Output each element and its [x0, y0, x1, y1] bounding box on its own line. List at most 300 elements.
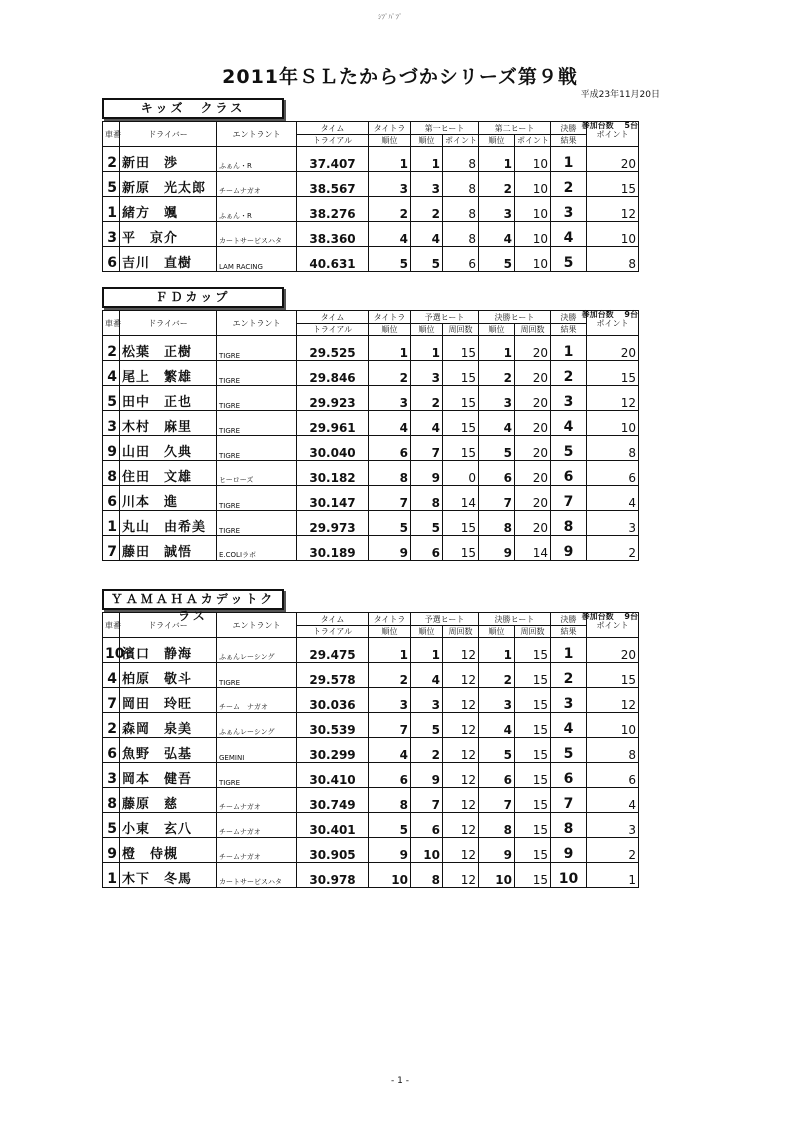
heat1-value: 15	[443, 361, 479, 386]
points: 2	[587, 536, 639, 561]
driver-name: 緒方 颯	[120, 197, 217, 222]
heat1-value: 6	[443, 247, 479, 272]
driver-name: 木村 麻里	[120, 411, 217, 436]
heat2-rank: 1	[479, 336, 515, 361]
tt-rank: 4	[369, 411, 411, 436]
col-result-top: 決勝	[551, 311, 587, 324]
driver-name: 小東 玄八	[120, 813, 217, 838]
heat2-value: 15	[515, 813, 551, 838]
heat1-value: 8	[443, 172, 479, 197]
entrant-name: TIGRE	[217, 763, 297, 788]
table-row	[103, 813, 639, 838]
car-number: 2	[103, 713, 120, 738]
points: 12	[587, 386, 639, 411]
final-result: 5	[551, 247, 587, 272]
time-trial: 29.973	[297, 511, 369, 536]
table-row	[103, 411, 639, 436]
class-section	[102, 98, 638, 272]
col-points: ポイント	[587, 122, 639, 147]
heat2-rank: 3	[479, 197, 515, 222]
col-h1b: ポイント	[443, 135, 479, 147]
heat2-rank: 8	[479, 813, 515, 838]
heat2-value: 15	[515, 863, 551, 888]
col-tt-bottom: 順位	[369, 626, 411, 638]
col-h1b: 周回数	[443, 626, 479, 638]
car-number: 3	[103, 222, 120, 247]
table-row	[103, 536, 639, 561]
heat1-rank: 9	[411, 461, 443, 486]
entrant-name: チームナガオ	[217, 172, 297, 197]
tt-rank: 3	[369, 386, 411, 411]
heat2-rank: 7	[479, 486, 515, 511]
tt-rank: 7	[369, 486, 411, 511]
heat2-value: 15	[515, 663, 551, 688]
points: 4	[587, 486, 639, 511]
class-section	[102, 287, 638, 561]
final-result: 2	[551, 663, 587, 688]
entrant-name: チームナガオ	[217, 813, 297, 838]
heat1-value: 12	[443, 838, 479, 863]
heat1-value: 12	[443, 663, 479, 688]
points: 15	[587, 172, 639, 197]
col-time-top: タイム	[297, 311, 369, 324]
col-time-top: タイム	[297, 613, 369, 626]
car-number: 10	[103, 638, 120, 663]
col-time-bottom: トライアル	[297, 135, 369, 147]
tt-rank: 1	[369, 638, 411, 663]
driver-name: 藤原 慈	[120, 788, 217, 813]
car-number: 5	[103, 813, 120, 838]
col-points: ポイント	[587, 311, 639, 336]
heat2-rank: 2	[479, 663, 515, 688]
car-number: 6	[103, 486, 120, 511]
header-row	[103, 311, 639, 324]
heat1-value: 12	[443, 788, 479, 813]
entrant-name: TIGRE	[217, 336, 297, 361]
tt-rank: 4	[369, 738, 411, 763]
time-trial: 29.923	[297, 386, 369, 411]
col-heat1: 予選ヒート	[411, 311, 479, 324]
entry-count: 参加台数 5台	[581, 121, 638, 130]
heat2-value: 15	[515, 638, 551, 663]
tt-rank: 2	[369, 361, 411, 386]
heat2-value: 10	[515, 197, 551, 222]
driver-name: 藤田 誠悟	[120, 536, 217, 561]
entrant-name: ふぁん・R	[217, 147, 297, 172]
header-row	[103, 122, 639, 135]
driver-name: 森岡 泉美	[120, 713, 217, 738]
heat2-value: 15	[515, 688, 551, 713]
col-car: 車番	[103, 311, 120, 336]
final-result: 5	[551, 738, 587, 763]
col-h2a: 順位	[479, 324, 515, 336]
tt-rank: 4	[369, 222, 411, 247]
points: 20	[587, 147, 639, 172]
car-number: 1	[103, 863, 120, 888]
driver-name: 尾上 繁雄	[120, 361, 217, 386]
time-trial: 30.410	[297, 763, 369, 788]
table-row	[103, 688, 639, 713]
col-entrant: エントラント	[217, 613, 297, 638]
heat1-rank: 4	[411, 663, 443, 688]
table-row	[103, 336, 639, 361]
time-trial: 38.567	[297, 172, 369, 197]
heat2-value: 15	[515, 788, 551, 813]
final-result: 3	[551, 688, 587, 713]
entrant-name: ふぁんレーシング	[217, 638, 297, 663]
final-result: 1	[551, 638, 587, 663]
table-row	[103, 838, 639, 863]
time-trial: 37.407	[297, 147, 369, 172]
entrant-name: チームナガオ	[217, 838, 297, 863]
col-h1a: 順位	[411, 135, 443, 147]
final-result: 7	[551, 486, 587, 511]
tt-rank: 6	[369, 763, 411, 788]
points: 8	[587, 738, 639, 763]
table-row	[103, 197, 639, 222]
col-tt-bottom: 順位	[369, 135, 411, 147]
heat1-value: 12	[443, 813, 479, 838]
driver-name: 山田 久典	[120, 436, 217, 461]
points: 20	[587, 638, 639, 663]
col-h2b: 周回数	[515, 324, 551, 336]
final-result: 8	[551, 813, 587, 838]
heat2-value: 20	[515, 386, 551, 411]
final-result: 6	[551, 461, 587, 486]
col-entrant: エントラント	[217, 122, 297, 147]
heat1-value: 15	[443, 336, 479, 361]
final-result: 10	[551, 863, 587, 888]
entrant-name: LAM RACING	[217, 247, 297, 272]
heat1-rank: 2	[411, 386, 443, 411]
col-h2a: 順位	[479, 135, 515, 147]
tt-rank: 6	[369, 436, 411, 461]
points: 15	[587, 663, 639, 688]
car-number: 2	[103, 147, 120, 172]
scan-mark: ｼﾌﾟﾊﾟﾌﾟ	[378, 13, 403, 21]
points: 12	[587, 688, 639, 713]
car-number: 9	[103, 838, 120, 863]
final-result: 6	[551, 763, 587, 788]
entrant-name: TIGRE	[217, 486, 297, 511]
col-result-bottom: 結果	[551, 626, 587, 638]
col-result-bottom: 結果	[551, 135, 587, 147]
heat1-value: 12	[443, 738, 479, 763]
driver-name: 新田 渉	[120, 147, 217, 172]
time-trial: 29.846	[297, 361, 369, 386]
car-number: 2	[103, 336, 120, 361]
car-number: 3	[103, 763, 120, 788]
heat1-rank: 2	[411, 197, 443, 222]
final-result: 4	[551, 411, 587, 436]
table-row	[103, 713, 639, 738]
table-row	[103, 247, 639, 272]
driver-name: 平 京介	[120, 222, 217, 247]
time-trial: 30.749	[297, 788, 369, 813]
driver-name: 木下 冬馬	[120, 863, 217, 888]
heat2-value: 20	[515, 336, 551, 361]
time-trial: 30.299	[297, 738, 369, 763]
entrant-name: カートサービスハタ	[217, 863, 297, 888]
time-trial: 30.147	[297, 486, 369, 511]
col-h1b: 周回数	[443, 324, 479, 336]
class-title: キッズ クラス	[102, 98, 284, 119]
heat2-value: 15	[515, 738, 551, 763]
time-trial: 30.182	[297, 461, 369, 486]
heat1-value: 15	[443, 411, 479, 436]
entrant-name: カートサービスハタ	[217, 222, 297, 247]
points: 20	[587, 336, 639, 361]
col-tt-top: タイトラ	[369, 613, 411, 626]
heat1-value: 8	[443, 197, 479, 222]
heat1-rank: 1	[411, 336, 443, 361]
heat1-rank: 1	[411, 147, 443, 172]
final-result: 7	[551, 788, 587, 813]
col-result-top: 決勝	[551, 613, 587, 626]
driver-name: 橙 侍槻	[120, 838, 217, 863]
driver-name: 吉川 直樹	[120, 247, 217, 272]
car-number: 4	[103, 361, 120, 386]
heat1-rank: 1	[411, 638, 443, 663]
driver-name: 岡本 健吾	[120, 763, 217, 788]
col-heat2: 決勝ヒート	[479, 311, 551, 324]
class-section	[102, 589, 638, 888]
final-result: 9	[551, 838, 587, 863]
table-row	[103, 511, 639, 536]
entrant-name: GEMINI	[217, 738, 297, 763]
time-trial: 29.475	[297, 638, 369, 663]
table-row	[103, 638, 639, 663]
heat1-value: 15	[443, 511, 479, 536]
time-trial: 30.978	[297, 863, 369, 888]
entrant-name: TIGRE	[217, 411, 297, 436]
driver-name: 岡田 玲旺	[120, 688, 217, 713]
car-number: 6	[103, 247, 120, 272]
car-number: 7	[103, 688, 120, 713]
entrant-name: TIGRE	[217, 663, 297, 688]
final-result: 2	[551, 361, 587, 386]
event-date: 平成23年11月20日	[580, 90, 660, 100]
points: 15	[587, 361, 639, 386]
table-row	[103, 486, 639, 511]
final-result: 3	[551, 197, 587, 222]
col-car: 車番	[103, 122, 120, 147]
heat1-value: 14	[443, 486, 479, 511]
time-trial: 38.360	[297, 222, 369, 247]
car-number: 6	[103, 738, 120, 763]
heat2-value: 10	[515, 147, 551, 172]
heat1-value: 12	[443, 638, 479, 663]
car-number: 1	[103, 511, 120, 536]
points: 2	[587, 838, 639, 863]
car-number: 9	[103, 436, 120, 461]
heat2-rank: 3	[479, 688, 515, 713]
driver-name: 魚野 弘基	[120, 738, 217, 763]
heat2-rank: 10	[479, 863, 515, 888]
col-driver: ドライバー	[120, 122, 217, 147]
heat1-rank: 5	[411, 511, 443, 536]
tt-rank: 2	[369, 197, 411, 222]
col-driver: ドライバー	[120, 311, 217, 336]
heat1-rank: 7	[411, 788, 443, 813]
table-row	[103, 663, 639, 688]
points: 8	[587, 247, 639, 272]
heat2-rank: 2	[479, 172, 515, 197]
entrant-name: ヒーローズ	[217, 461, 297, 486]
col-car: 車番	[103, 613, 120, 638]
table-row	[103, 763, 639, 788]
col-h1a: 順位	[411, 626, 443, 638]
heat2-rank: 7	[479, 788, 515, 813]
col-result-bottom: 結果	[551, 324, 587, 336]
heat2-value: 20	[515, 436, 551, 461]
entrant-name: ふぁんレーシング	[217, 713, 297, 738]
heat1-rank: 7	[411, 436, 443, 461]
heat1-rank: 6	[411, 536, 443, 561]
table-row	[103, 172, 639, 197]
final-result: 4	[551, 222, 587, 247]
car-number: 5	[103, 386, 120, 411]
time-trial: 30.401	[297, 813, 369, 838]
points: 4	[587, 788, 639, 813]
heat2-value: 10	[515, 222, 551, 247]
driver-name: 新原 光太郎	[120, 172, 217, 197]
heat2-rank: 9	[479, 838, 515, 863]
points: 10	[587, 713, 639, 738]
heat1-rank: 2	[411, 738, 443, 763]
heat1-value: 15	[443, 536, 479, 561]
col-h2b: ポイント	[515, 135, 551, 147]
table-row	[103, 863, 639, 888]
car-number: 5	[103, 172, 120, 197]
final-result: 1	[551, 147, 587, 172]
heat1-value: 0	[443, 461, 479, 486]
tt-rank: 8	[369, 788, 411, 813]
table-row	[103, 738, 639, 763]
car-number: 8	[103, 788, 120, 813]
table-row	[103, 788, 639, 813]
results-table	[102, 612, 639, 888]
heat2-value: 10	[515, 247, 551, 272]
time-trial: 29.578	[297, 663, 369, 688]
col-heat2: 決勝ヒート	[479, 613, 551, 626]
heat2-rank: 6	[479, 461, 515, 486]
heat1-rank: 4	[411, 222, 443, 247]
time-trial: 30.040	[297, 436, 369, 461]
heat2-rank: 4	[479, 713, 515, 738]
entrant-name: ふぁん・R	[217, 197, 297, 222]
heat1-rank: 8	[411, 486, 443, 511]
driver-name: 松葉 正樹	[120, 336, 217, 361]
col-heat1: 予選ヒート	[411, 613, 479, 626]
points: 1	[587, 863, 639, 888]
col-time-bottom: トライアル	[297, 324, 369, 336]
heat1-rank: 6	[411, 813, 443, 838]
heat2-rank: 5	[479, 436, 515, 461]
points: 6	[587, 763, 639, 788]
heat2-rank: 8	[479, 511, 515, 536]
heat1-value: 12	[443, 763, 479, 788]
tt-rank: 5	[369, 511, 411, 536]
points: 3	[587, 813, 639, 838]
page-title: 2011年ＳＬたからづかシリーズ第９戦	[222, 66, 578, 88]
class-title: ＦＤカップ	[102, 287, 284, 308]
time-trial: 40.631	[297, 247, 369, 272]
entrant-name: TIGRE	[217, 436, 297, 461]
heat2-rank: 5	[479, 247, 515, 272]
table-row	[103, 361, 639, 386]
tt-rank: 3	[369, 172, 411, 197]
tt-rank: 1	[369, 147, 411, 172]
time-trial: 30.036	[297, 688, 369, 713]
heat2-value: 10	[515, 172, 551, 197]
heat1-rank: 4	[411, 411, 443, 436]
heat1-value: 8	[443, 147, 479, 172]
heat2-rank: 5	[479, 738, 515, 763]
final-result: 2	[551, 172, 587, 197]
table-row	[103, 222, 639, 247]
col-time-top: タイム	[297, 122, 369, 135]
heat2-rank: 9	[479, 536, 515, 561]
heat2-rank: 6	[479, 763, 515, 788]
heat1-rank: 10	[411, 838, 443, 863]
heat1-value: 15	[443, 386, 479, 411]
driver-name: 濱口 静海	[120, 638, 217, 663]
heat1-rank: 5	[411, 247, 443, 272]
heat1-value: 15	[443, 436, 479, 461]
points: 8	[587, 436, 639, 461]
points: 3	[587, 511, 639, 536]
tt-rank: 5	[369, 247, 411, 272]
entry-count: 参加台数 9台	[581, 612, 638, 621]
col-entrant: エントラント	[217, 311, 297, 336]
tt-rank: 9	[369, 838, 411, 863]
final-result: 5	[551, 436, 587, 461]
heat1-rank: 5	[411, 713, 443, 738]
final-result: 1	[551, 336, 587, 361]
tt-rank: 7	[369, 713, 411, 738]
table-row	[103, 386, 639, 411]
driver-name: 丸山 由希美	[120, 511, 217, 536]
driver-name: 柏原 敬斗	[120, 663, 217, 688]
heat2-rank: 4	[479, 411, 515, 436]
results-table	[102, 121, 639, 272]
heat2-value: 20	[515, 461, 551, 486]
table-row	[103, 147, 639, 172]
heat2-value: 15	[515, 713, 551, 738]
final-result: 8	[551, 511, 587, 536]
heat1-rank: 9	[411, 763, 443, 788]
heat2-value: 20	[515, 361, 551, 386]
points: 12	[587, 197, 639, 222]
final-result: 9	[551, 536, 587, 561]
tt-rank: 8	[369, 461, 411, 486]
tt-rank: 2	[369, 663, 411, 688]
class-title: ＹＡＭＡＨＡカデットクラス	[102, 589, 284, 610]
heat1-value: 8	[443, 222, 479, 247]
driver-name: 田中 正也	[120, 386, 217, 411]
col-heat1: 第一ヒート	[411, 122, 479, 135]
heat2-value: 14	[515, 536, 551, 561]
entrant-name: チームナガオ	[217, 788, 297, 813]
time-trial: 30.905	[297, 838, 369, 863]
tt-rank: 9	[369, 536, 411, 561]
heat2-rank: 3	[479, 386, 515, 411]
col-time-bottom: トライアル	[297, 626, 369, 638]
car-number: 3	[103, 411, 120, 436]
heat2-rank: 4	[479, 222, 515, 247]
table-row	[103, 436, 639, 461]
